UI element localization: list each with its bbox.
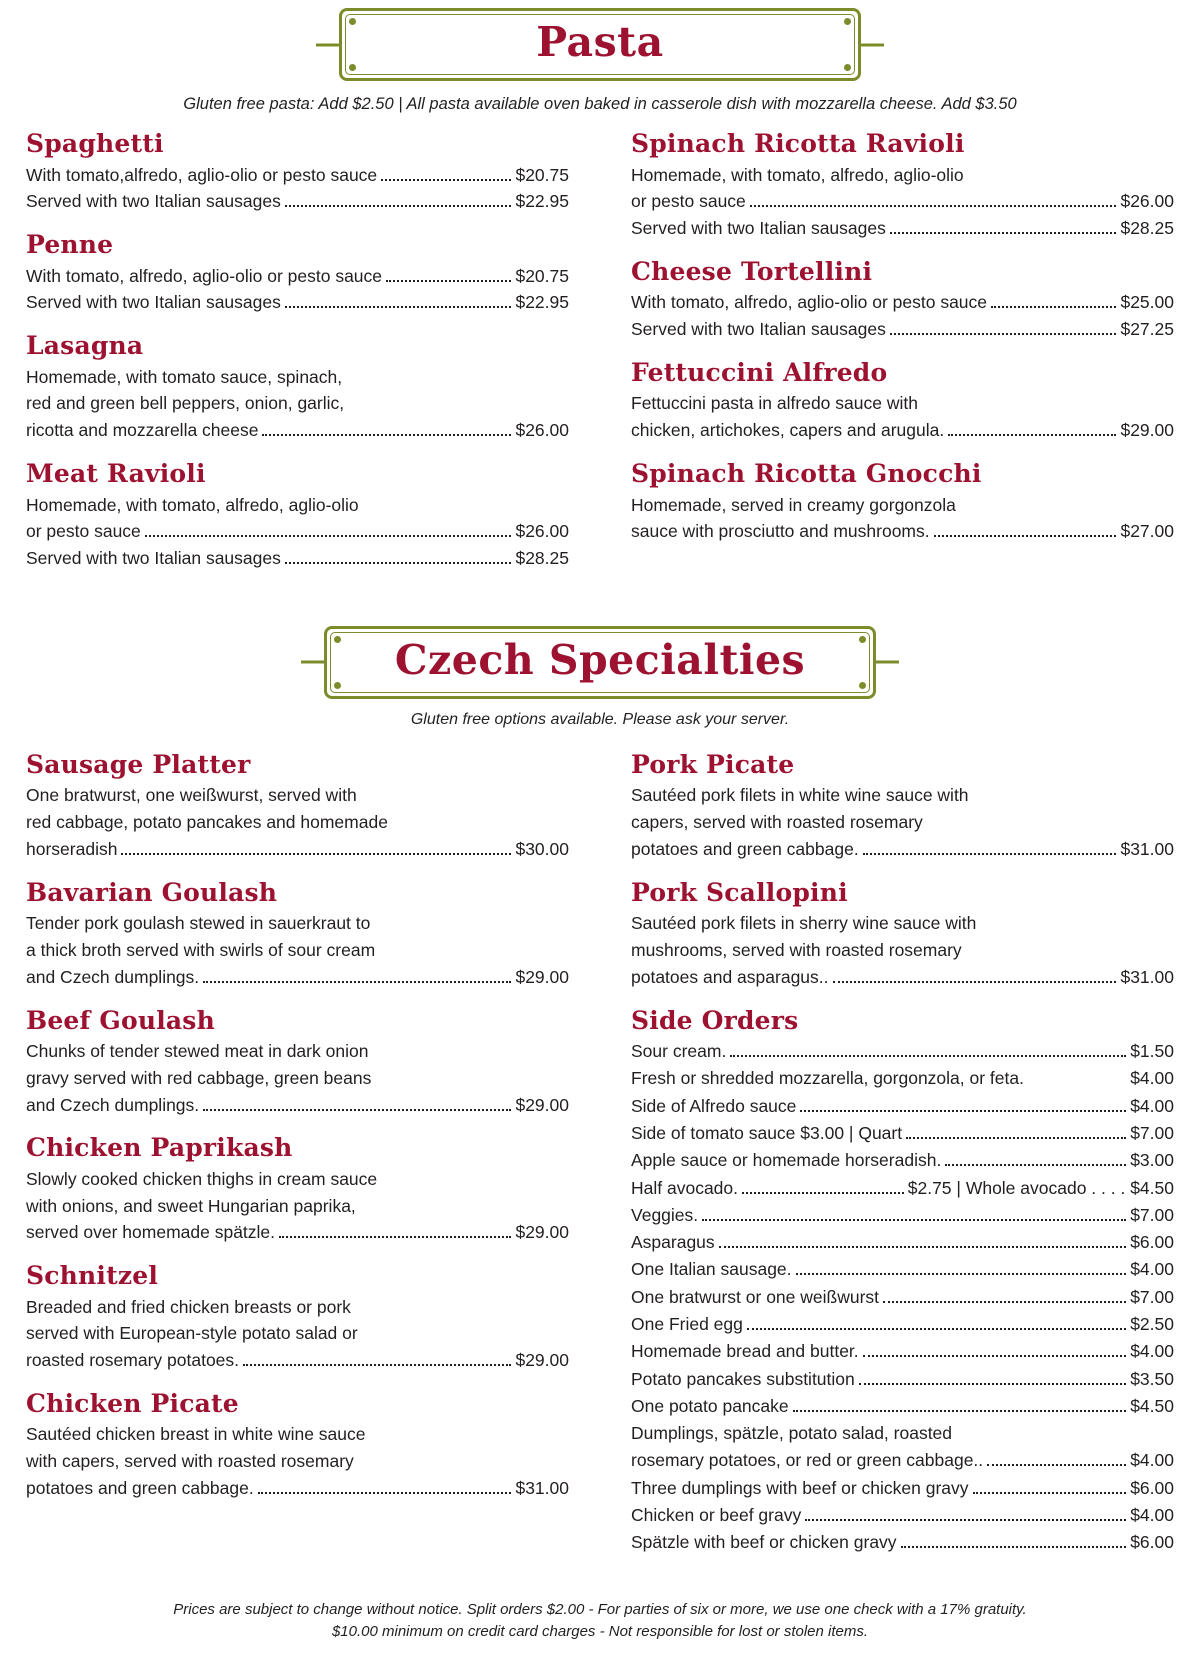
pasta-columns <box>26 130 1174 588</box>
menu-item <box>631 879 1174 991</box>
side-order-label: Asparagus <box>631 1232 715 1253</box>
side-order-row <box>631 1065 1174 1092</box>
leader-dots <box>145 535 512 537</box>
leader-dots <box>258 1492 512 1494</box>
menu-item-desc: Sautéed pork filets in white wine sauce with <box>631 785 969 806</box>
leader-dots <box>742 1192 904 1194</box>
menu-item-desc: a thick broth served with swirls of sour cream <box>26 940 376 960</box>
menu-item-desc: Chunks of tender stewed meat in dark onion <box>26 1041 369 1062</box>
menu-item-name: Chicken Picate <box>26 1388 239 1418</box>
menu-item-desc: with onions, and sweet Hungarian paprika, <box>26 1195 356 1216</box>
menu-item-price: $28.25 <box>515 548 569 569</box>
leader-dots <box>805 1519 1126 1521</box>
side-order-row <box>631 1420 1174 1447</box>
czech-left-column <box>26 751 569 1518</box>
menu-item-price: $29.00 <box>515 966 569 987</box>
side-order-label: Veggies. <box>631 1204 699 1225</box>
menu-item-desc: or pesto sauce <box>631 191 746 212</box>
menu-item <box>631 460 1174 545</box>
czech-right-column <box>631 751 1174 1573</box>
side-order-label: rosemary potatoes, or red or green cabbage.. <box>631 1450 984 1471</box>
menu-item-desc: red and green bell peppers, onion, garlic, <box>26 393 345 414</box>
menu-item-desc: horseradish <box>26 838 118 859</box>
menu-item-line <box>26 964 569 991</box>
leader-dots <box>796 1273 1127 1275</box>
side-order-label: Three dumplings with beef or chicken gravy <box>631 1477 969 1498</box>
side-order-row <box>631 1175 1174 1202</box>
menu-item-price: $27.25 <box>1120 319 1174 340</box>
menu-item-line <box>26 836 569 863</box>
menu-item-line <box>631 289 1174 316</box>
menu-item-line <box>631 188 1174 215</box>
side-order-price: $3.00 <box>1130 1150 1174 1171</box>
menu-item-desc: capers, served with roasted rosemary <box>631 812 923 833</box>
leader-dots <box>285 306 512 308</box>
menu-item-line <box>631 316 1174 343</box>
menu-item-desc: One bratwurst, one weißwurst, served with <box>26 785 357 806</box>
menu-item <box>26 1134 569 1246</box>
side-order-price: $7.00 <box>1130 1204 1174 1225</box>
banner-corner-dot-icon <box>334 682 341 689</box>
menu-item-line <box>26 289 569 316</box>
menu-item-desc: potatoes and green cabbage. <box>26 1477 254 1498</box>
menu-item-line <box>26 1475 569 1502</box>
menu-item-line <box>631 964 1174 991</box>
side-orders-block <box>631 1007 1174 1557</box>
menu-item-price: $31.00 <box>1120 966 1174 987</box>
side-order-label: Side of tomato sauce $3.00 | Quart <box>631 1122 903 1143</box>
side-order-row <box>631 1229 1174 1256</box>
menu-item-desc: Breaded and fried chicken breasts or pork <box>26 1296 351 1317</box>
leader-dots <box>793 1410 1127 1412</box>
czech-section-banner <box>26 626 1174 699</box>
menu-item-name: Pork Scallopini <box>631 877 848 907</box>
leader-dots <box>750 205 1117 207</box>
side-order-price: $4.00 <box>1130 1450 1174 1471</box>
side-order-row <box>631 1120 1174 1147</box>
menu-item-name: Spinach Ricotta Gnocchi <box>631 459 982 488</box>
menu-item-price: $29.00 <box>515 1350 569 1371</box>
menu-item-name: Cheese Tortellini <box>631 256 873 286</box>
menu-item-name: Schnitzel <box>26 1261 159 1291</box>
menu-item-price: $22.95 <box>515 191 569 212</box>
menu-item-desc: Served with two Italian sausages <box>26 191 281 212</box>
leader-dots <box>945 1164 1126 1166</box>
menu-item-price: $28.25 <box>1120 218 1174 239</box>
leader-dots <box>243 1364 511 1366</box>
leader-dots <box>890 232 1117 234</box>
side-order-price: $4.50 <box>1130 1395 1174 1416</box>
menu-item-line <box>631 215 1174 242</box>
menu-item-desc: Homemade, with tomato, alfredo, aglio-olio <box>631 164 964 185</box>
menu-item-name: Penne <box>26 230 114 260</box>
side-order-price: $3.50 <box>1130 1368 1174 1389</box>
menu-item-desc: With tomato, alfredo, aglio-olio or pesto sauce <box>26 265 383 286</box>
side-order-row <box>631 1475 1174 1502</box>
menu-item-desc: mushrooms, served with roasted rosemary <box>631 940 962 960</box>
menu-item-price: $25.00 <box>1120 292 1174 313</box>
menu-item-line <box>26 188 569 215</box>
menu-item-name: Beef Goulash <box>26 1005 215 1035</box>
side-order-label: Side of Alfredo sauce <box>631 1095 797 1116</box>
footer-line-2: $10.00 minimum on credit card charges - Not responsible for lost or stolen items. <box>331 1623 869 1641</box>
menu-item-desc: served over homemade spätzle. <box>26 1222 276 1243</box>
czech-columns <box>26 751 1174 1573</box>
menu-item-price: $27.00 <box>1120 521 1174 542</box>
banner-corner-dot-icon <box>844 18 851 25</box>
side-order-row <box>631 1502 1174 1529</box>
pasta-section-note: Gluten free pasta: Add $2.50 | All pasta available oven baked in casserole dish with mozzarella cheese. Add $3.50 <box>183 95 1017 114</box>
side-order-label: One potato pancake <box>631 1395 789 1416</box>
side-order-row <box>631 1311 1174 1338</box>
menu-item-price: $29.00 <box>515 1222 569 1243</box>
menu-item-desc: potatoes and green cabbage. <box>631 838 859 859</box>
menu-item-price: $20.75 <box>515 265 569 286</box>
leader-dots <box>730 1055 1126 1057</box>
leader-dots <box>890 333 1117 335</box>
menu-item-line <box>26 518 569 545</box>
side-order-label: Spätzle with beef or chicken gravy <box>631 1532 897 1553</box>
menu-item-desc: chicken, artichokes, capers and arugula. <box>631 420 945 441</box>
menu-item-price: $26.00 <box>1120 191 1174 212</box>
menu-item-line <box>26 263 569 290</box>
menu-item-line <box>26 1092 569 1119</box>
menu-item-name: Lasagna <box>26 331 144 361</box>
side-order-row <box>631 1038 1174 1065</box>
leader-dots <box>203 981 511 983</box>
side-order-label: One Italian sausage. <box>631 1259 792 1280</box>
banner-flourish-right-icon <box>858 43 884 46</box>
menu-item <box>26 231 569 316</box>
menu-item-name: Fettuccini Alfredo <box>631 357 888 387</box>
menu-item-desc: and Czech dumplings. <box>26 966 200 987</box>
leader-dots <box>285 205 512 207</box>
leader-dots <box>800 1110 1126 1112</box>
menu-item-price: $26.00 <box>515 521 569 542</box>
leader-dots <box>987 1464 1126 1466</box>
menu-item-desc: With tomato,alfredo, aglio-olio or pesto sauce <box>26 164 378 185</box>
menu-item <box>26 751 569 863</box>
menu-item-desc: Sautéed chicken breast in white wine sauce <box>26 1424 366 1445</box>
side-order-price: $4.00 <box>1130 1259 1174 1280</box>
side-order-row <box>631 1366 1174 1393</box>
side-order-label: One Fried egg <box>631 1314 743 1334</box>
side-order-price: $4.00 <box>1130 1341 1174 1362</box>
menu-item <box>26 332 569 444</box>
menu-item-desc: served with European-style potato salad or <box>26 1323 358 1344</box>
menu-item-desc: and Czech dumplings. <box>26 1094 200 1115</box>
menu-page <box>0 8 1200 1658</box>
pasta-section-banner <box>26 8 1174 81</box>
menu-item-price: $20.75 <box>515 164 569 185</box>
menu-item-price: $31.00 <box>1120 838 1174 859</box>
leader-dots <box>991 306 1116 308</box>
menu-item-desc: Slowly cooked chicken thighs in cream sauce <box>26 1168 378 1189</box>
menu-item-price: $22.95 <box>515 292 569 313</box>
menu-item-price: $26.00 <box>515 420 569 441</box>
side-order-label: Potato pancakes substitution <box>631 1368 855 1389</box>
banner-flourish-left-icon <box>301 661 327 664</box>
leader-dots <box>934 535 1117 537</box>
side-order-price: $4.00 <box>1130 1095 1174 1116</box>
menu-item-line <box>26 162 569 189</box>
side-order-price: $2.50 <box>1130 1314 1174 1334</box>
side-order-label: Dumplings, spätzle, potato salad, roasted <box>631 1423 953 1444</box>
side-order-label: Chicken or beef gravy <box>631 1505 802 1526</box>
leader-dots <box>279 1236 511 1238</box>
menu-item-name: Meat Ravioli <box>26 459 206 488</box>
banner-flourish-right-icon <box>873 661 899 664</box>
menu-item-desc: red cabbage, potato pancakes and homemade <box>26 812 388 833</box>
menu-item-desc: Served with two Italian sausages <box>631 319 886 340</box>
menu-item-line <box>631 417 1174 444</box>
side-order-row <box>631 1338 1174 1365</box>
leader-dots <box>702 1219 1126 1221</box>
leader-dots <box>859 1383 1126 1385</box>
leader-dots <box>381 179 511 181</box>
menu-item <box>631 130 1174 242</box>
leader-dots <box>833 981 1117 983</box>
menu-item-desc: or pesto sauce <box>26 521 141 542</box>
side-order-row <box>631 1284 1174 1311</box>
menu-item <box>26 460 569 572</box>
side-order-price: $2.75 | Whole avocado . . . . $4.50 <box>907 1177 1174 1198</box>
section-title: Czech Specialties <box>394 635 806 684</box>
side-order-row <box>631 1529 1174 1556</box>
menu-item <box>26 879 569 991</box>
menu-item-name: Spinach Ricotta Ravioli <box>631 129 965 159</box>
side-order-label: Half avocado. <box>631 1177 739 1198</box>
menu-item-line <box>26 545 569 572</box>
side-order-price: $6.00 <box>1130 1532 1174 1553</box>
menu-item-price: $31.00 <box>515 1477 569 1498</box>
leader-dots <box>863 853 1117 855</box>
menu-item-desc: Served with two Italian sausages <box>26 548 281 569</box>
menu-item-desc: with capers, served with roasted rosemary <box>26 1451 354 1472</box>
side-order-price: $6.00 <box>1130 1232 1174 1253</box>
menu-item-desc: sauce with prosciutto and mushrooms. <box>631 521 930 542</box>
menu-item-line <box>26 417 569 444</box>
menu-item-desc: Served with two Italian sausages <box>26 292 281 313</box>
side-order-price: $1.50 <box>1130 1041 1174 1062</box>
side-order-label: Apple sauce or homemade horseradish. <box>631 1150 942 1171</box>
menu-item <box>26 1390 569 1502</box>
leader-dots <box>285 562 512 564</box>
menu-item-desc: Homemade, with tomato sauce, spinach, <box>26 366 343 387</box>
leader-dots <box>863 1355 1127 1357</box>
menu-item <box>631 258 1174 343</box>
side-orders-title: Side Orders <box>631 1005 799 1035</box>
menu-item <box>631 751 1174 863</box>
side-order-price: $7.00 <box>1130 1286 1174 1307</box>
menu-item-name: Chicken Paprikash <box>26 1133 293 1163</box>
menu-item-price: $30.00 <box>515 838 569 859</box>
leader-dots <box>883 1301 1126 1303</box>
leader-dots <box>973 1492 1127 1494</box>
menu-item-line <box>631 836 1174 863</box>
menu-item-desc: Homemade, with tomato, alfredo, aglio-olio <box>26 494 359 515</box>
side-order-label: One bratwurst or one weißwurst <box>631 1286 880 1307</box>
menu-item-desc: Tender pork goulash stewed in sauerkraut to <box>26 913 371 934</box>
menu-item-price: $29.00 <box>1120 420 1174 441</box>
menu-item <box>26 130 569 215</box>
pasta-left-column <box>26 130 569 588</box>
menu-item <box>26 1262 569 1374</box>
leader-dots <box>386 280 511 282</box>
footer-line-1: Prices are subject to change without notice. Split orders $2.00 - For parties of six or more, we use one check with a 17% gratuity. <box>173 1600 1027 1618</box>
side-order-row <box>631 1093 1174 1120</box>
side-order-price: $4.00 <box>1130 1068 1174 1089</box>
menu-item-desc: potatoes and asparagus.. <box>631 966 829 987</box>
leader-dots <box>948 434 1116 436</box>
menu-item-desc: gravy served with red cabbage, green beans <box>26 1067 372 1088</box>
menu-item-price: $29.00 <box>515 1094 569 1115</box>
leader-dots <box>203 1109 511 1111</box>
side-order-label: Homemade bread and butter. <box>631 1341 859 1362</box>
side-order-price: $6.00 <box>1130 1477 1174 1498</box>
menu-item-desc: Served with two Italian sausages <box>631 218 886 239</box>
side-order-label: Sour cream. <box>631 1041 727 1062</box>
pasta-right-column <box>631 130 1174 561</box>
side-order-row <box>631 1147 1174 1174</box>
menu-item-line <box>26 1347 569 1374</box>
side-order-row <box>631 1256 1174 1283</box>
menu-item-name: Sausage Platter <box>26 749 251 779</box>
menu-item-desc: ricotta and mozzarella cheese <box>26 420 259 441</box>
banner-flourish-left-icon <box>316 43 342 46</box>
menu-item-name: Pork Picate <box>631 749 795 779</box>
leader-dots <box>901 1546 1127 1548</box>
side-order-row <box>631 1393 1174 1420</box>
side-order-label: Fresh or shredded mozzarella, gorgonzola, or feta. <box>631 1068 1024 1089</box>
menu-item-desc: With tomato, alfredo, aglio-olio or pesto sauce <box>631 292 988 313</box>
menu-item-desc: Sautéed pork filets in sherry wine sauce with <box>631 913 977 934</box>
banner-corner-dot-icon <box>334 636 341 643</box>
side-order-row <box>631 1202 1174 1229</box>
menu-item-line <box>26 1219 569 1246</box>
side-order-price: $4.00 <box>1130 1505 1174 1526</box>
leader-dots <box>747 1328 1126 1330</box>
leader-dots <box>121 853 511 855</box>
menu-item-name: Spaghetti <box>26 129 164 159</box>
menu-item <box>26 1007 569 1119</box>
section-title: Pasta <box>536 18 664 66</box>
leader-dots <box>906 1137 1126 1139</box>
banner-corner-dot-icon <box>859 636 866 643</box>
menu-item-desc: Homemade, served in creamy gorgonzola <box>631 494 956 515</box>
menu-item-line <box>631 518 1174 545</box>
leader-dots <box>719 1246 1127 1248</box>
menu-item-name: Bavarian Goulash <box>26 877 278 907</box>
side-order-price: $7.00 <box>1130 1122 1174 1143</box>
banner-corner-dot-icon <box>349 18 356 25</box>
leader-dots <box>262 434 511 436</box>
side-order-row <box>631 1447 1174 1474</box>
czech-section-note: Gluten free options available. Please ask your server. <box>410 710 790 728</box>
menu-item-desc: Fettuccini pasta in alfredo sauce with <box>631 393 918 414</box>
menu-item-desc: roasted rosemary potatoes. <box>26 1350 240 1371</box>
menu-item <box>631 359 1174 444</box>
